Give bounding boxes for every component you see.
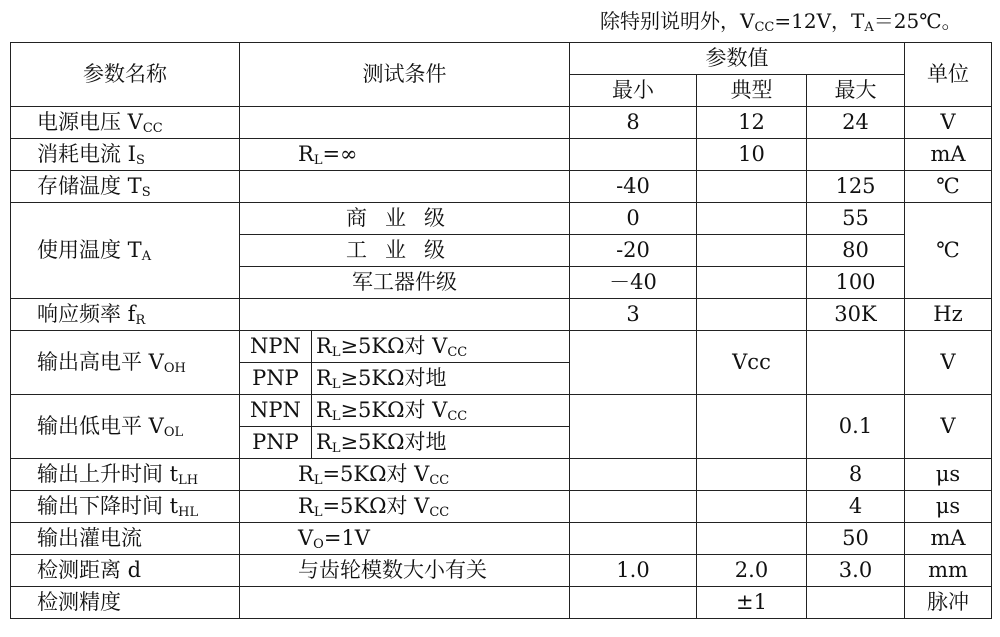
param-name: 输出灌电流 [11, 523, 240, 555]
cond-a: R [298, 142, 314, 166]
row-voh-npn [11, 331, 992, 363]
param-label: 输出高电平 V [37, 350, 164, 374]
cond-b: =1V [323, 526, 370, 550]
condition-cell [240, 107, 570, 139]
transistor-type: PNP [240, 363, 312, 395]
max-value: 4 [807, 491, 905, 523]
cond-r: R [316, 430, 332, 454]
min-value: -20 [570, 235, 697, 267]
cond-r: R [316, 334, 332, 358]
min-value: 8 [570, 107, 697, 139]
transistor-type: PNP [240, 427, 312, 459]
cond-text: =5KΩ对 V [322, 494, 430, 518]
param-label: 输出下降时间 t [37, 494, 179, 518]
param-sub: CC [142, 121, 163, 136]
row-precision [11, 587, 992, 619]
min-value [570, 331, 697, 395]
transistor-type: NPN [240, 395, 312, 427]
cond-r-sub: L [331, 441, 341, 456]
condition-cell [240, 139, 570, 171]
typ-value [697, 459, 807, 491]
max-value [807, 331, 905, 395]
condition-cell [240, 523, 570, 555]
param-label: 存储温度 T [37, 174, 142, 198]
condition-cell [312, 331, 570, 363]
cond-r: R [298, 462, 314, 486]
max-value: 125 [807, 171, 905, 203]
typ-value [697, 203, 807, 235]
typ-value [697, 523, 807, 555]
max-value: 8 [807, 459, 905, 491]
note-ta-sub: A [864, 20, 874, 35]
typ-value: 2.0 [697, 555, 807, 587]
cond-b: =∞ [322, 142, 358, 166]
test-conditions-note [600, 6, 996, 36]
typ-value: 12 [697, 107, 807, 139]
unit-value: V [905, 395, 992, 459]
condition-cell [312, 395, 570, 427]
cond-text: ≥5KΩ对地 [340, 430, 447, 454]
header-test-condition: 测试条件 [240, 43, 570, 107]
unit-value: V [905, 331, 992, 395]
param-name [11, 171, 240, 203]
unit-value: mA [905, 139, 992, 171]
typ-value: 10 [697, 139, 807, 171]
cond-r-sub: L [313, 473, 323, 488]
param-sub: OL [163, 425, 184, 440]
param-sub: S [141, 185, 151, 200]
cond-sub: CC [447, 345, 468, 360]
condition-cell [240, 459, 570, 491]
cond-text: =5KΩ对 V [322, 462, 430, 486]
typ-value [697, 235, 807, 267]
row-fall-time [11, 491, 992, 523]
param-sub: S [135, 153, 145, 168]
param-label: 使用温度 T [37, 238, 142, 262]
row-current [11, 139, 992, 171]
condition-cell [312, 427, 570, 459]
min-value [570, 139, 697, 171]
max-value: 0.1 [807, 395, 905, 459]
min-value [570, 491, 697, 523]
typ-value [697, 171, 807, 203]
param-name [11, 491, 240, 523]
transistor-type: NPN [240, 331, 312, 363]
min-value [570, 523, 697, 555]
param-name [11, 203, 240, 299]
row-rise-time [11, 459, 992, 491]
param-name [11, 459, 240, 491]
note-suffix: ＝25℃。 [873, 9, 962, 33]
condition-cell [240, 491, 570, 523]
condition-cell [240, 299, 570, 331]
max-value: 30K [807, 299, 905, 331]
min-value: －40 [570, 267, 697, 299]
cond-r: R [316, 398, 332, 422]
header-min: 最小 [570, 75, 697, 107]
param-label: 输出低电平 V [37, 414, 164, 438]
unit-value: ℃ [905, 203, 992, 299]
typ-value [697, 267, 807, 299]
min-value: 1.0 [570, 555, 697, 587]
min-value [570, 587, 697, 619]
max-value: 3.0 [807, 555, 905, 587]
condition-cell [240, 171, 570, 203]
cond-sub: CC [429, 473, 450, 488]
min-value: 3 [570, 299, 697, 331]
param-label: 响应频率 f [37, 302, 136, 326]
unit-value: μs [905, 459, 992, 491]
param-name [11, 395, 240, 459]
header-param-name: 参数名称 [11, 43, 240, 107]
max-value: 55 [807, 203, 905, 235]
condition-cell [312, 363, 570, 395]
cond-text: ≥5KΩ对地 [340, 366, 447, 390]
row-supply-voltage [11, 107, 992, 139]
typ-value: Vcc [697, 331, 807, 395]
unit-value: mm [905, 555, 992, 587]
cond-sub: CC [447, 409, 468, 424]
note-mid: =12V，T [774, 9, 865, 33]
param-label: 输出上升时间 t [37, 462, 179, 486]
param-sub: R [135, 313, 146, 328]
unit-value: mA [905, 523, 992, 555]
param-label: 电源电压 V [37, 110, 143, 134]
max-value [807, 139, 905, 171]
param-name [11, 331, 240, 395]
param-name: 检测距离 d [11, 555, 240, 587]
cond-r-sub: L [331, 377, 341, 392]
note-vcc-sub: CC [754, 20, 775, 35]
header-max: 最大 [807, 75, 905, 107]
cond-text: ≥5KΩ对 V [340, 398, 448, 422]
header-row [11, 43, 992, 75]
param-sub: OH [163, 361, 186, 376]
condition-cell [240, 587, 570, 619]
row-sink-current [11, 523, 992, 555]
cond-sub: L [313, 153, 323, 168]
max-value: 24 [807, 107, 905, 139]
condition-cell [240, 267, 570, 299]
unit-value: V [905, 107, 992, 139]
typ-value [697, 491, 807, 523]
cond-r-sub: L [331, 345, 341, 360]
param-sub: A [141, 249, 152, 264]
spec-table [10, 42, 992, 619]
unit-value: Hz [905, 299, 992, 331]
cond-r-sub: L [313, 505, 323, 520]
condition-cell [240, 203, 570, 235]
typ-value [697, 299, 807, 331]
unit-value: 脉冲 [905, 587, 992, 619]
row-distance [11, 555, 992, 587]
condition-cell: 与齿轮模数大小有关 [240, 555, 570, 587]
param-name [11, 299, 240, 331]
param-name [11, 139, 240, 171]
max-value: 50 [807, 523, 905, 555]
note-prefix: 除特别说明外，V [600, 9, 755, 33]
min-value: 0 [570, 203, 697, 235]
cond-sub: CC [429, 505, 450, 520]
min-value [570, 459, 697, 491]
header-param-value: 参数值 [570, 43, 905, 75]
row-response-freq [11, 299, 992, 331]
cond-text: ≥5KΩ对 V [340, 334, 448, 358]
cond-r: R [298, 494, 314, 518]
cond-r-sub: L [331, 409, 341, 424]
typ-value [697, 395, 807, 459]
min-value: -40 [570, 171, 697, 203]
grade-label: 军工器件级 [352, 270, 457, 294]
cond-sub: O [313, 537, 324, 552]
grade-label: 商业级 [346, 206, 463, 230]
param-sub: LH [178, 473, 199, 488]
row-storage-temp [11, 171, 992, 203]
min-value [570, 395, 697, 459]
grade-label: 工业级 [346, 238, 463, 262]
row-operating-temp-commercial [11, 203, 992, 235]
cond-r: R [316, 366, 332, 390]
param-sub: HL [178, 505, 199, 520]
typ-value: ±1 [697, 587, 807, 619]
unit-value: μs [905, 491, 992, 523]
param-name [11, 107, 240, 139]
row-vol-npn [11, 395, 992, 427]
cond-a: V [298, 526, 314, 550]
max-value [807, 587, 905, 619]
unit-value: ℃ [905, 171, 992, 203]
max-value: 80 [807, 235, 905, 267]
param-label: 消耗电流 I [37, 142, 136, 166]
condition-cell [240, 235, 570, 267]
header-typ: 典型 [697, 75, 807, 107]
max-value: 100 [807, 267, 905, 299]
param-name: 检测精度 [11, 587, 240, 619]
header-unit: 单位 [905, 43, 992, 107]
